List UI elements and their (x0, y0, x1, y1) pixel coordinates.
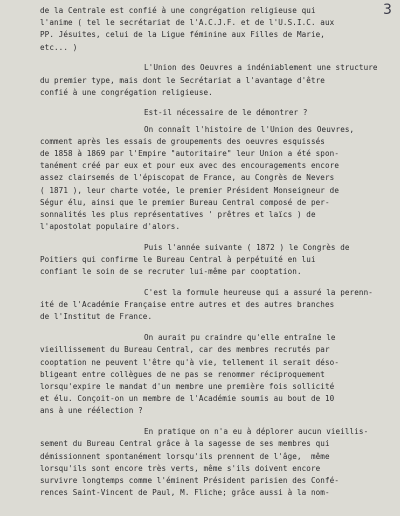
text-line: vieillissement du Bureau Central, car des membres recrutés par (40, 345, 330, 355)
text-line: de 1858 à 1869 par l'Empire "autoritaire" leur Union a été spon- (40, 149, 339, 159)
document-body (40, 5, 386, 499)
paragraph (40, 107, 386, 119)
text-line: bligeant entre collègues de ne pas se renommer réciproquement (40, 369, 325, 379)
text-line: du premier type, mais dont le Secrétariat a l'avantage d'être (40, 75, 325, 85)
text-line: rences Saint-Vincent de Paul, M. Fliche; grâce aussi à la nom- (40, 488, 330, 498)
text-line: et élu. Conçoit-on un membre de l'Académie soumis au bout de 10 (40, 394, 335, 404)
text-line: l'apostolat populaire d'alors. (40, 222, 181, 232)
text-line: assez clairsemés de l'épiscopat de France, au Congrès de Nevers (40, 173, 335, 183)
text-line: lorsqu'expire le mandat d'un membre une première fois sollicité (40, 381, 335, 391)
paragraph (40, 242, 386, 279)
text-line: de la Centrale est confié à une congrégation religieuse qui (40, 6, 316, 15)
text-line: sonnalités les plus représentatives ' prêtres et laïcs ) de (40, 210, 316, 220)
text-line: Puis l'année suivante ( 1872 ) le Congrès de (144, 242, 350, 252)
text-line: survivre longtemps comme l'éminent Président parisien des Confé- (40, 475, 339, 485)
text-line: C'est la formule heureuse qui a assuré la perenn- (144, 288, 373, 298)
paragraph (40, 124, 386, 234)
text-line: démissionnent spontanément lorsqu'ils prennent de l'âge, même (40, 451, 330, 461)
text-line: l'anime ( tel le secrétariat de l'A.C.J.F. et de l'U.S.I.C. aux (40, 18, 335, 28)
paragraph (40, 287, 386, 324)
text-line: lorsqu'ils sont encore très verts, même s'ils doivent encore (40, 463, 321, 473)
paragraph (40, 62, 386, 99)
text-line: Poitiers qui confirme le Bureau Central à perpétuité en lui (40, 255, 316, 265)
text-line: cooptation ne peuvent l'être qu'à vie, tellement il serait déso- (40, 357, 339, 367)
text-line: On connaît l'histoire de l'Union des Oeuvres, (144, 124, 355, 134)
paragraph (40, 5, 386, 54)
text-line: tanément créé par eux et pour eux avec des encouragements encore (40, 161, 339, 171)
text-line: Est-il nécessaire de le démontrer ? (144, 108, 308, 118)
text-line: ans à une réélection ? (40, 406, 143, 416)
text-line: comment après les essais de groupements des oeuvres esquissés (40, 136, 325, 146)
text-line: En pratique on n'a eu à déplorer aucun vieillis- (144, 427, 369, 437)
paragraph (40, 332, 386, 417)
page-number: 3 (382, 2, 392, 18)
paragraph (40, 426, 386, 499)
text-line: ( 1871 ), leur charte votée, le premier Président Monseigneur de (40, 185, 339, 195)
text-line: de l'Institut de France. (40, 312, 153, 322)
text-line: PP. Jésuites, celui de la Ligue féminine aux Filles de Marie, (40, 30, 325, 40)
text-line: confié à une congrégation religieuse. (40, 87, 213, 97)
text-line: confiant le soin de se recruter lui-même par cooptation. (40, 267, 302, 277)
text-line: Ségur élu, ainsi que le premier Bureau Central composé de per- (40, 197, 330, 207)
text-line: etc... ) (40, 42, 78, 52)
text-line: sement du Bureau Central grâce à la sagesse de ses membres qui (40, 439, 330, 449)
text-line: ité de l'Académie Française entre autres et des autres branches (40, 300, 335, 310)
text-line: On aurait pu craindre qu'elle entraîne le (144, 333, 336, 343)
text-line: L'Union des Oeuvres a indéniablement une structure (144, 63, 378, 73)
